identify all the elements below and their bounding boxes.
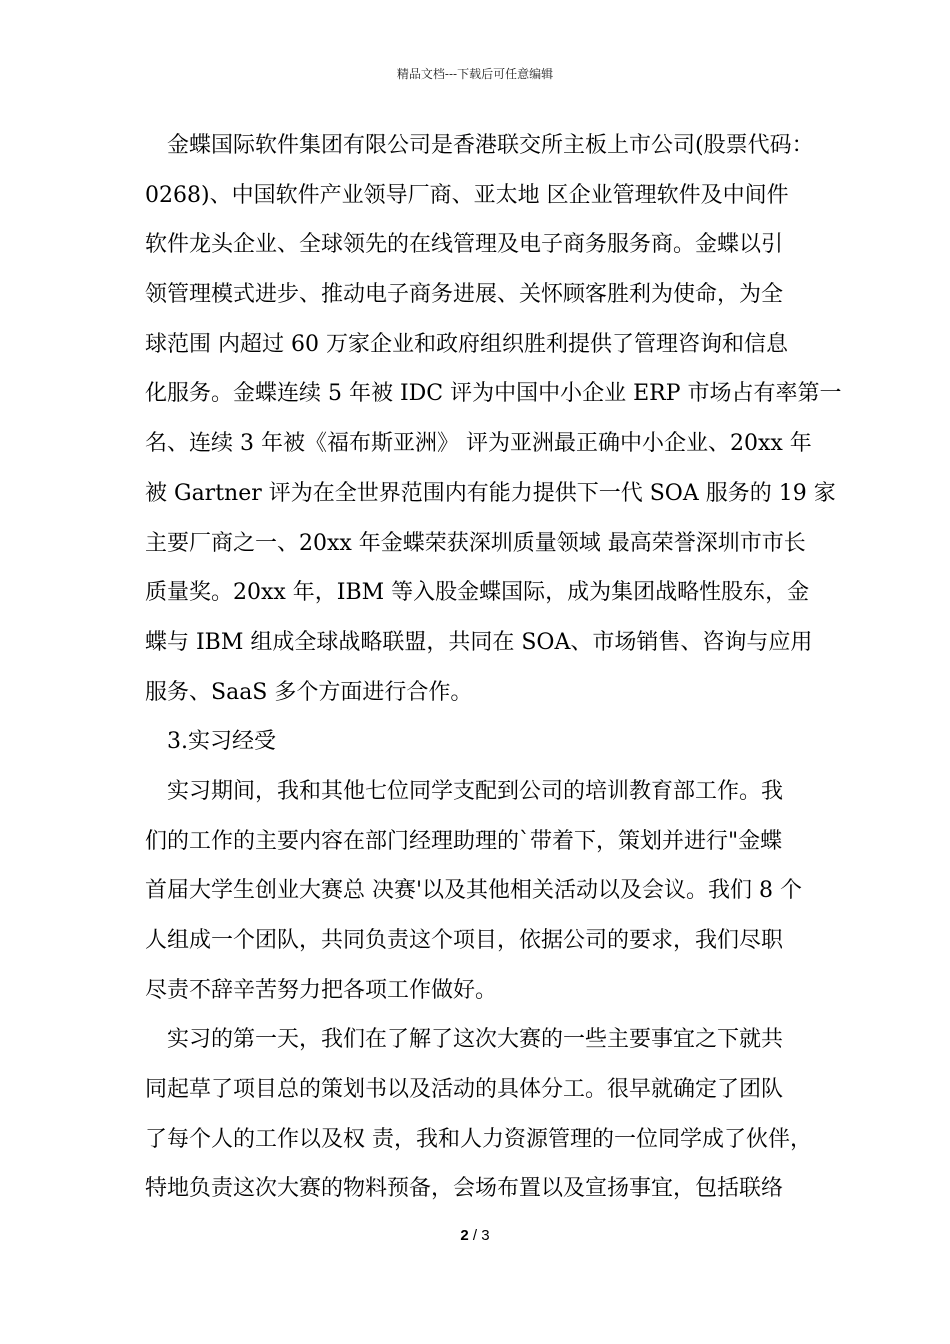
paragraph-line: 服务、SaaS 多个方面进行合作。 bbox=[145, 679, 473, 705]
paragraph-line: 特地负责这次大赛的物料预备，会场布置以及宣扬事宜，包括联络 bbox=[145, 1176, 784, 1202]
page-current: 2 bbox=[460, 1227, 469, 1244]
paragraph-line: 球范围 内超过 60 万家企业和政府组织胜利提供了管理咨询和信息 bbox=[145, 331, 788, 357]
page-number bbox=[0, 1226, 950, 1246]
paragraph-line: 名、连续 3 年被《福布斯亚洲》 评为亚洲最正确中小企业、20xx 年 bbox=[145, 431, 812, 457]
page-header: 精品文档---下载后可任意编辑 bbox=[396, 67, 554, 81]
document-body bbox=[145, 128, 842, 1221]
paragraph-line: 实习期间，我和其他七位同学支配到公司的培训教育部工作。我 bbox=[167, 778, 784, 804]
paragraph-line: 化服务。金蝶连续 5 年被 IDC 评为中国中小企业 ERP 市场占有率第一 bbox=[145, 381, 842, 407]
paragraph-line: 金蝶国际软件集团有限公司是香港联交所主板上市公司(股票代码： bbox=[167, 133, 814, 158]
page-total: 3 bbox=[481, 1227, 490, 1244]
paragraph-line: 同起草了项目总的策划书以及活动的具体分工。很早就确定了团队 bbox=[145, 1077, 784, 1103]
paragraph-line: 实习的第一天，我们在了解了这次大赛的一些主要事宜之下就共 bbox=[167, 1027, 784, 1053]
paragraph-line: 0268)、中国软件产业领导厂商、亚太地 区企业管理软件及中间件 bbox=[145, 182, 789, 208]
paragraph-line: 蝶与 IBM 组成全球战略联盟，共同在 SOA、市场销售、咨询与应用 bbox=[145, 629, 813, 655]
section-heading: 3.实习经受 bbox=[167, 729, 276, 755]
page-separator: / bbox=[472, 1227, 478, 1244]
paragraph-line: 软件龙头企业、全球领先的在线管理及电子商务服务商。金蝶以引 bbox=[145, 232, 784, 258]
paragraph-line: 尽责不辞辛苦努力把各项工作做好。 bbox=[145, 977, 498, 1003]
paragraph-line: 们的工作的主要内容在部门经理助理的`带着下，策划并进行"金蝶 bbox=[145, 828, 783, 854]
paragraph-line: 了每个人的工作以及权 责，我和人力资源管理的一位同学成了伙伴， bbox=[145, 1126, 812, 1152]
paragraph-line: 主要厂商之一、20xx 年金蝶荣获深圳质量领域 最高荣誉深圳市市长 bbox=[145, 530, 806, 556]
paragraph-line: 被 Gartner 评为在全世界范围内有能力提供下一代 SOA 服务的 19 家 bbox=[145, 480, 836, 506]
paragraph-line: 质量奖。20xx 年，IBM 等入股金蝶国际，成为集团战略性股东，金 bbox=[145, 580, 810, 606]
paragraph-line: 人组成一个团队，共同负责这个项目，依据公司的要求，我们尽职 bbox=[145, 928, 784, 953]
paragraph-line: 领管理模式进步、推动电子商务进展、关怀顾客胜利为使命，为全 bbox=[145, 282, 784, 308]
paragraph-line: 首届大学生创业大赛总 决赛'以及其他相关活动以及会议。我们 8 个 bbox=[145, 878, 803, 904]
